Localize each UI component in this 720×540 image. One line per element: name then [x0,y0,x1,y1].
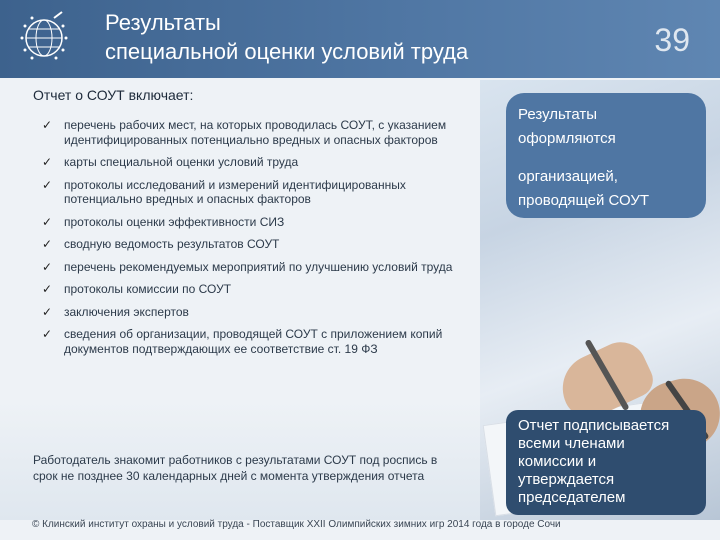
list-item [40,282,460,297]
list-item-text: заключения экспертов [64,304,189,319]
check-icon: ✓ [42,237,53,251]
footer-text: © Клинский институт охраны и условий труда - Поставщик XXII Олимпийских зимних игр 2014 года в городе Сочи [32,519,561,530]
list-item-text: протоколы оценки эффективности СИЗ [64,214,285,229]
check-icon: ✓ [42,177,53,192]
list-item [40,305,460,320]
results-callout-line-3: организацией, [518,168,618,185]
title-line-1: Результаты [105,10,221,35]
page-number: 39 [654,22,690,58]
header-bar [0,0,720,78]
signature-callout: Отчет подписывается всеми членами комиссии и утверждается председателем [506,410,706,515]
section-title: Отчет о СОУТ включает: [33,87,194,103]
list-item [40,237,460,252]
check-icon: ✓ [42,118,53,132]
list-item [40,215,460,230]
list-item [40,155,460,170]
check-icon: ✓ [42,282,53,296]
employer-note: Работодатель знакомит работников с результатами СОУТ под роспись в срок не позднее 30 календарных дней с момента утверждения отчета [33,453,438,483]
list-item [40,118,460,147]
results-callout-line-2: оформляются [518,130,616,147]
check-icon: ✓ [42,214,53,229]
list-item-text: сводную ведомость результатов СОУТ [64,237,280,251]
list-item-text: протоколы исследований и измерений идентифицированных потенциально вредных и опасных факторов [64,177,406,206]
check-icon: ✓ [42,259,53,274]
list-item-text: перечень рабочих мест, на которых проводилась СОУТ, с указанием идентифицированных потенциально вредных и опасных факторов [64,118,447,147]
check-icon: ✓ [42,304,53,319]
list-item-text: карты специальной оценки условий труда [64,155,299,169]
results-callout [506,93,706,218]
globe-logo-icon [16,10,72,66]
list-item-text: сведения об организации, проводящей СОУТ с приложением копий документов подтверждающих ее соответствие ст. 19 ФЗ [64,327,443,356]
title-line-2: специальной оценки условий труда [105,39,469,64]
results-callout-line-1: Результаты [518,106,597,123]
page-title [105,8,468,66]
list-item [40,327,460,356]
list-item [40,260,460,275]
list-item [40,178,460,207]
results-callout-line-4: проводящей СОУТ [518,192,650,209]
spacer [518,151,694,165]
list-item-text: протоколы комиссии по СОУТ [64,282,232,296]
check-icon: ✓ [42,155,53,169]
check-icon: ✓ [42,327,53,341]
list-item-text: перечень рекомендуемых мероприятий по улучшению условий труда [64,259,453,274]
report-items-list [40,118,460,364]
